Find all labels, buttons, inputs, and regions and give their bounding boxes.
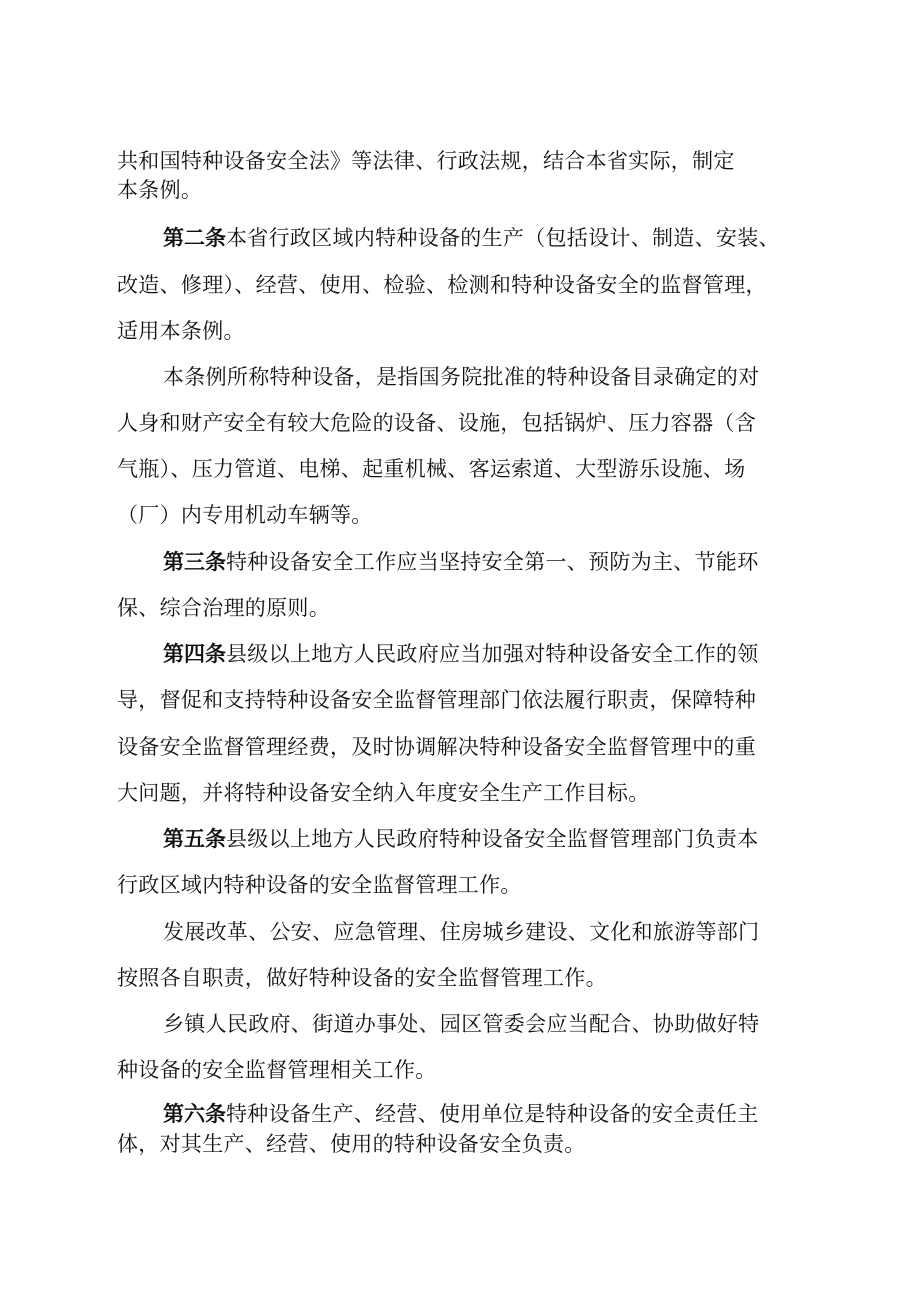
art3-line-1	[163, 549, 759, 575]
art5-line-1	[163, 826, 759, 852]
art2-p2-line-3	[117, 456, 746, 482]
art6-line-1	[163, 1101, 759, 1127]
article-4-text: 县级以上地方人民政府应当加强对特种设备安全工作的领	[226, 642, 759, 666]
art4-line-3	[117, 734, 756, 760]
article-4-text: 设备安全监督管理经费，及时协调解决特种设备安全监督管理中的重	[117, 735, 756, 759]
art5-line-2	[117, 872, 522, 898]
article-2-label: 第二条	[163, 226, 226, 250]
article-5-text: 县级以上地方人民政府特种设备安全监督管理部门负责本	[226, 827, 759, 851]
art4-line-2	[117, 687, 756, 713]
art2-line-1	[163, 225, 780, 251]
paragraph-text: 乡镇人民政府、街道办事处、园区管委会应当配合、协助做好特	[163, 1012, 760, 1036]
intro-text: 本条例。	[117, 178, 203, 202]
article-2-text: 改造、修理）、经营、使用、检验、检测和特种设备安全的监督管理，	[117, 273, 767, 297]
article-3-label: 第三条	[163, 550, 226, 574]
paragraph-text: 种设备的安全监督管理相关工作。	[117, 1058, 437, 1082]
article-2-text: 适用本条例。	[117, 319, 245, 343]
art6-line-2	[117, 1131, 586, 1157]
art2-line-2	[117, 272, 767, 298]
article-6-label: 第六条	[163, 1102, 226, 1126]
article-4-text: 导，督促和支持特种设备安全监督管理部门依法履行职责，保障特种	[117, 688, 756, 712]
article-3-text: 保、综合治理的原则。	[117, 596, 330, 620]
article-2-text: 本省行政区域内特种设备的生产（包括设计、制造、安装、	[226, 226, 780, 250]
article-5-label: 第五条	[163, 827, 226, 851]
art5-p2-line-2	[117, 965, 607, 991]
art2-p2-line-2	[117, 410, 756, 436]
art4-line-4	[117, 780, 650, 806]
art2-line-3	[117, 318, 245, 344]
article-5-text: 行政区域内特种设备的安全监督管理工作。	[117, 873, 522, 897]
intro-text: 共和国特种设备安全法》等法律、行政法规，结合本省实际，制定	[117, 149, 735, 173]
article-6-text: 特种设备生产、经营、使用单位是特种设备的安全责任主	[226, 1102, 759, 1126]
article-4-label: 第四条	[163, 642, 226, 666]
art2-p2-line-1	[163, 364, 759, 390]
art5-p3-line-2	[117, 1057, 437, 1083]
paragraph-text: 本条例所称特种设备，是指国务院批准的特种设备目录确定的对	[163, 365, 760, 389]
paragraph-text: 发展改革、公安、应急管理、住房城乡建设、文化和旅游等部门	[163, 920, 760, 944]
art3-line-2	[117, 595, 330, 621]
intro-line-1	[117, 148, 735, 174]
art4-line-1	[163, 641, 759, 667]
article-4-text: 大问题，并将特种设备安全纳入年度安全生产工作目标。	[117, 781, 650, 805]
article-6-text: 体，对其生产、经营、使用的特种设备安全负责。	[117, 1132, 586, 1156]
paragraph-text: （厂）内专用机动车辆等。	[117, 503, 373, 527]
art2-p2-line-4	[117, 502, 373, 528]
art5-p3-line-1	[163, 1011, 759, 1037]
intro-line-2	[117, 177, 202, 203]
article-3-text: 特种设备安全工作应当坚持安全第一、预防为主、节能环	[226, 550, 759, 574]
art5-p2-line-1	[163, 919, 759, 945]
paragraph-text: 人身和财产安全有较大危险的设备、设施，包括锅炉、压力容器（含	[117, 411, 756, 435]
paragraph-text: 按照各自职责，做好特种设备的安全监督管理工作。	[117, 966, 607, 990]
paragraph-text: 气瓶）、压力管道、电梯、起重机械、客运索道、大型游乐设施、场	[117, 457, 746, 481]
